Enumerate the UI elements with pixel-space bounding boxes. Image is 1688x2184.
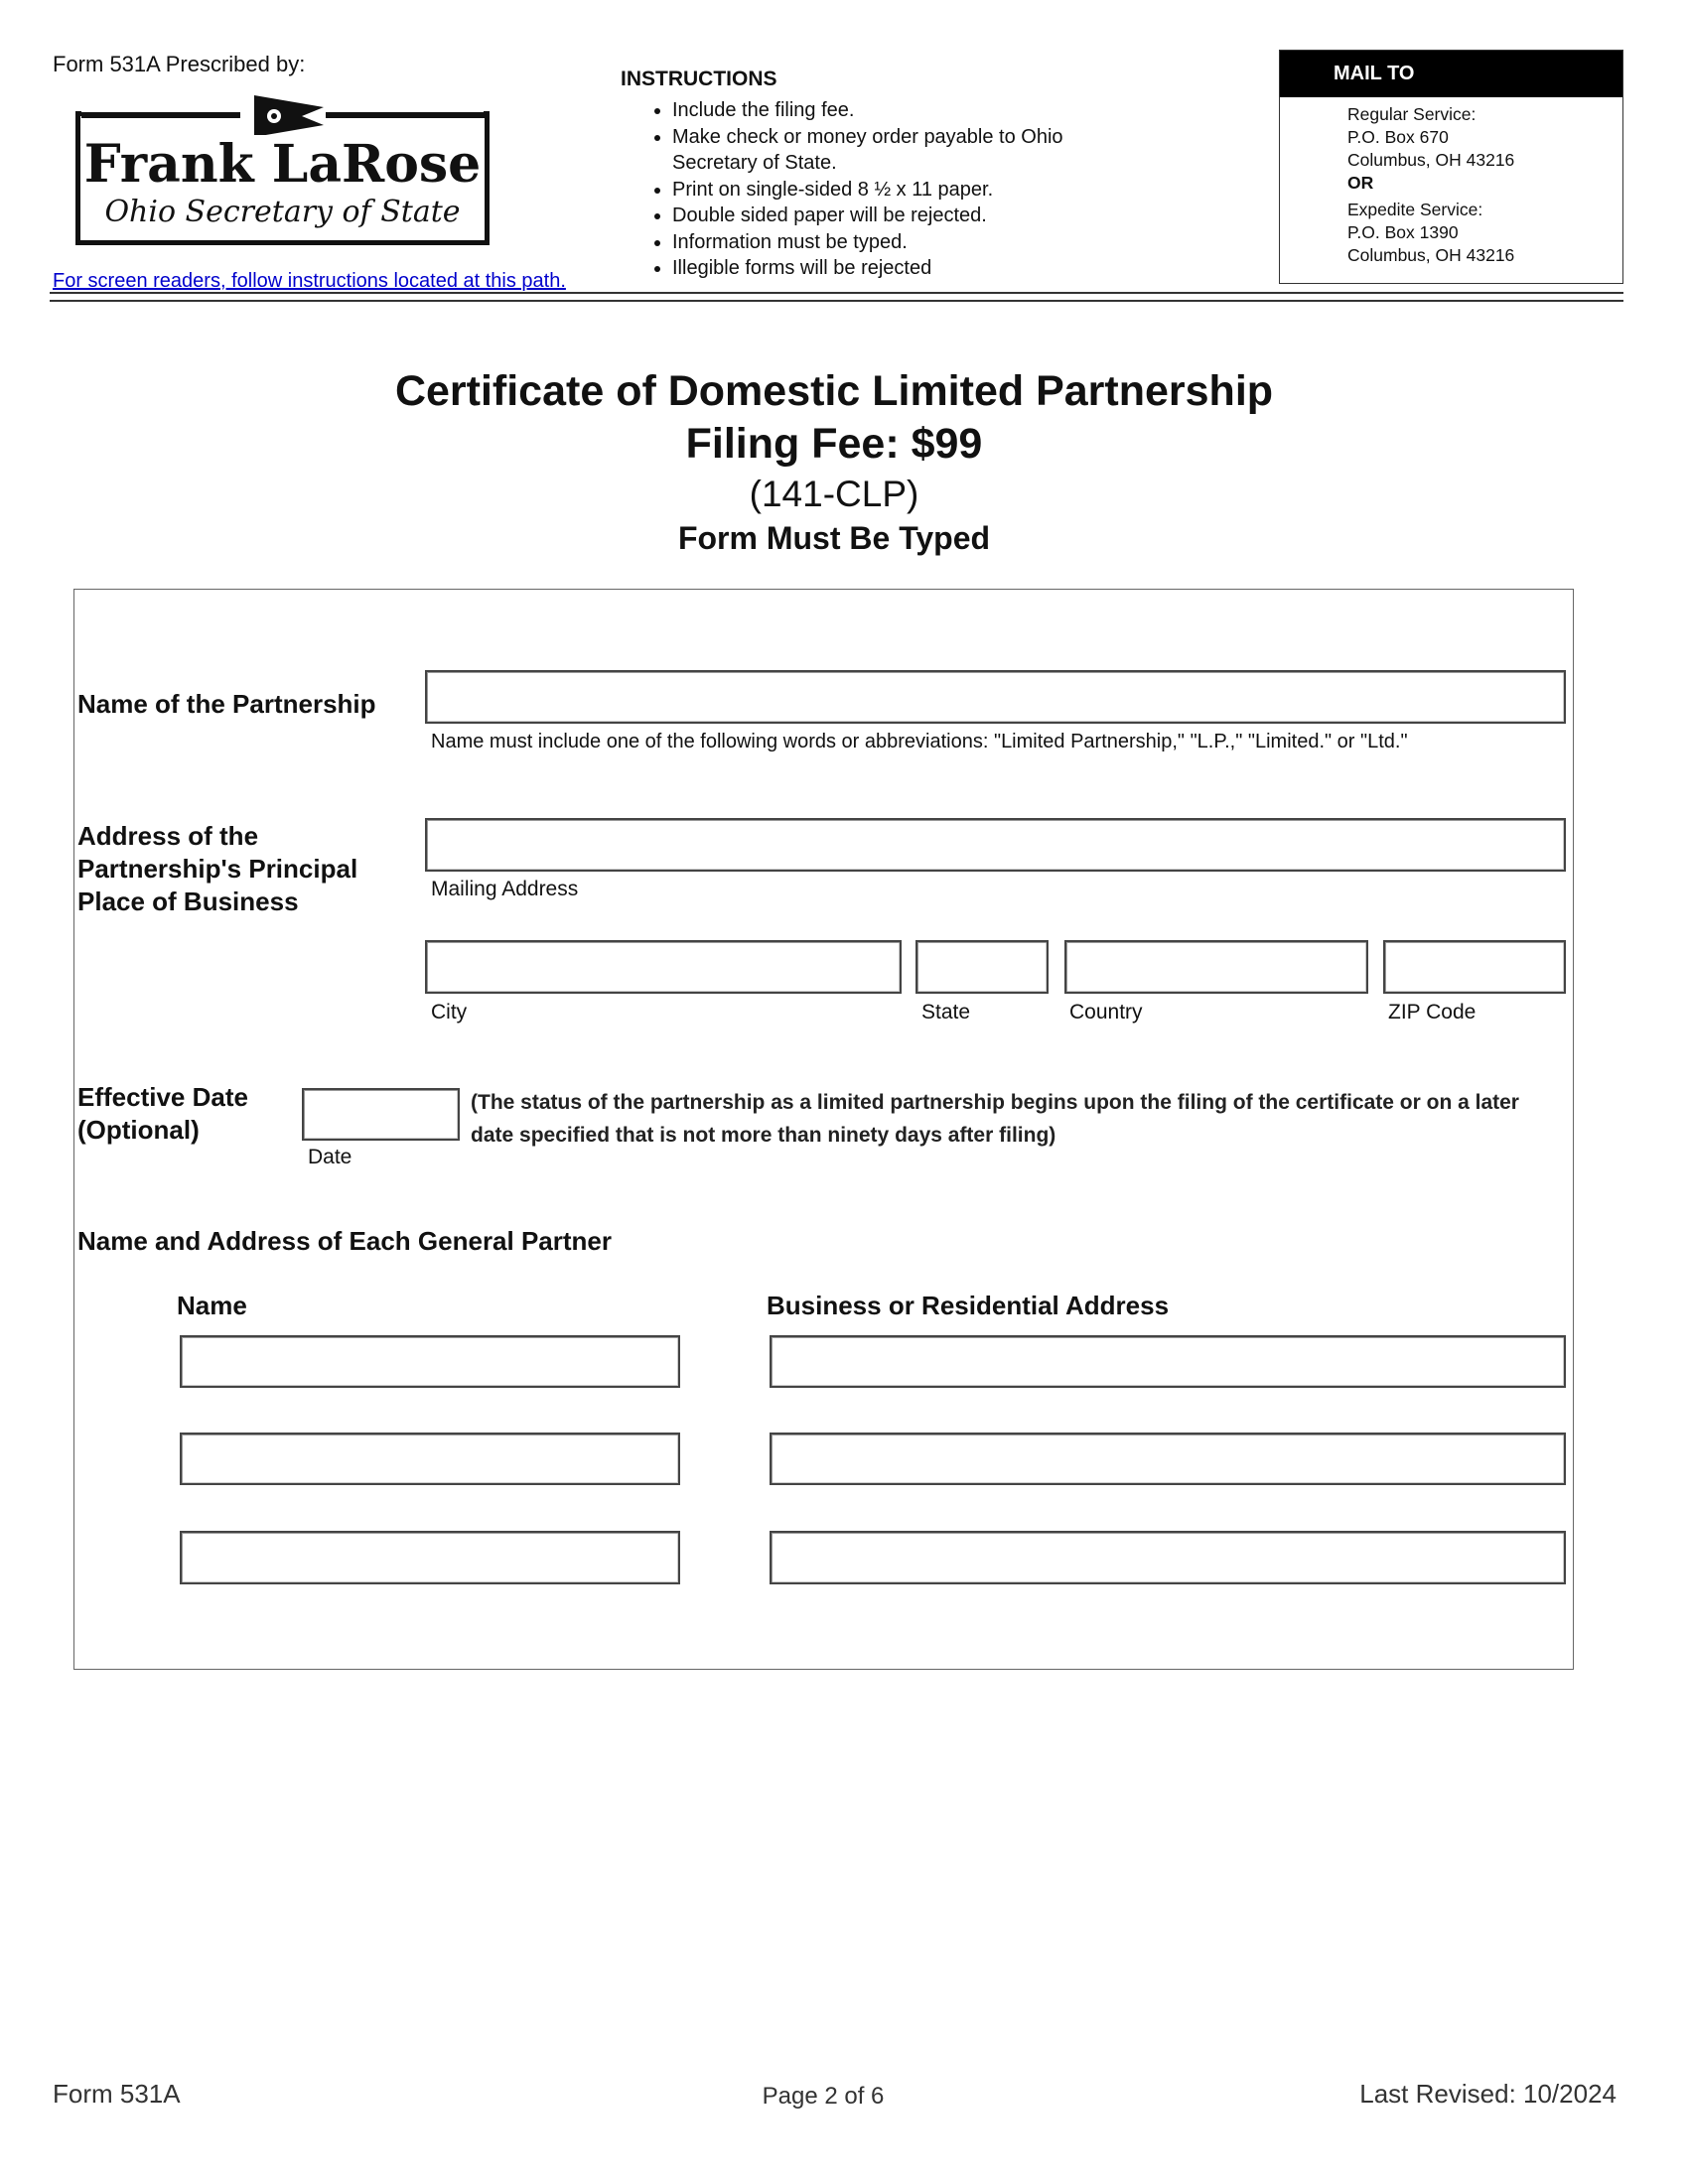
regular-po-box: P.O. Box 670: [1347, 127, 1449, 147]
partner-name-column: Name: [177, 1291, 247, 1320]
general-partners-heading: Name and Address of Each General Partner: [77, 1226, 613, 1256]
prescribed-by: Form 531A Prescribed by:: [53, 52, 306, 76]
regular-city: Columbus, OH 43216: [1347, 150, 1515, 170]
footer-form: Form 531A: [53, 2079, 181, 2109]
filing-fee: Filing Fee: $99: [685, 420, 983, 468]
effective-date-note: (The status of the partnership as a limited partnership begins upon the filing of the certificate or on a later date specified that is not more than ninety days after filing): [471, 1091, 1519, 1147]
effective-date-label: Effective Date (Optional): [77, 1082, 248, 1145]
partnership-name-input[interactable]: [425, 670, 1566, 724]
mail-to-title: MAIL TO: [1280, 51, 1622, 97]
name-note: Name must include one of the following words or abbreviations: "Limited Partnership," "L.P.," "Limited." or "Ltd.": [431, 731, 1408, 752]
state-input[interactable]: [915, 940, 1049, 994]
instruction-item: • Information must be typed.: [672, 229, 1089, 256]
instruction-item: • Print on single-sided 8 ½ x 11 paper.: [672, 177, 1089, 204]
instruction-item: • Make check or money order payable to Ohio Secretary of State.: [672, 124, 1089, 177]
country-label: Country: [1069, 1001, 1143, 1024]
or-label: OR: [1347, 173, 1374, 193]
partner-address-input[interactable]: [770, 1433, 1566, 1485]
partner-name-input[interactable]: [180, 1531, 680, 1584]
zip-code-label: ZIP Code: [1388, 1001, 1477, 1024]
mailing-address-input[interactable]: [425, 818, 1566, 872]
footer-revised: Last Revised: 10/2024: [1359, 2079, 1617, 2109]
footer-page: Page 2 of 6: [762, 2083, 885, 2110]
logo-subtitle: Ohio Secretary of State: [104, 195, 461, 229]
instruction-item: • Double sided paper will be rejected.: [672, 203, 1089, 229]
logo-name: Frank LaRose: [81, 135, 484, 195]
partner-address-input[interactable]: [770, 1531, 1566, 1584]
state-label: State: [921, 1001, 971, 1024]
form-title: Certificate of Domestic Limited Partnership: [394, 367, 1274, 415]
form-code: (141-CLP): [749, 474, 919, 514]
instruction-item: • Illegible forms will be rejected: [672, 255, 1089, 282]
effective-date-input[interactable]: [302, 1088, 460, 1141]
screen-reader-link[interactable]: For screen readers, follow instructions located at this path.: [53, 270, 566, 292]
mailing-address-label: Mailing Address: [431, 878, 579, 900]
city-label: City: [431, 1001, 468, 1024]
expedite-city: Columbus, OH 43216: [1347, 245, 1515, 265]
regular-service-label: Regular Service:: [1347, 104, 1477, 124]
expedite-po-box: P.O. Box 1390: [1347, 222, 1459, 242]
city-input[interactable]: [425, 940, 902, 994]
partner-name-input[interactable]: [180, 1335, 680, 1388]
date-label: Date: [308, 1146, 352, 1168]
mail-to-box: [1279, 50, 1623, 284]
partner-address-column: Business or Residential Address: [767, 1291, 1170, 1320]
zip-code-input[interactable]: [1383, 940, 1566, 994]
instructions-list: [650, 97, 1089, 282]
expedite-service-label: Expedite Service:: [1347, 200, 1483, 219]
address-label: Address of the Partnership's Principal Place of Business: [77, 821, 358, 916]
ohio-flag-icon: [252, 93, 326, 139]
divider: [50, 300, 1623, 302]
divider: [50, 292, 1623, 294]
partnership-name-label: Name of the Partnership: [77, 689, 376, 719]
partner-address-input[interactable]: [770, 1335, 1566, 1388]
form-must-be-typed: Form Must Be Typed: [677, 520, 991, 556]
country-input[interactable]: [1064, 940, 1368, 994]
partner-name-input[interactable]: [180, 1433, 680, 1485]
instructions-title: INSTRUCTIONS: [621, 68, 777, 90]
instruction-item: • Include the filing fee.: [672, 97, 1089, 124]
